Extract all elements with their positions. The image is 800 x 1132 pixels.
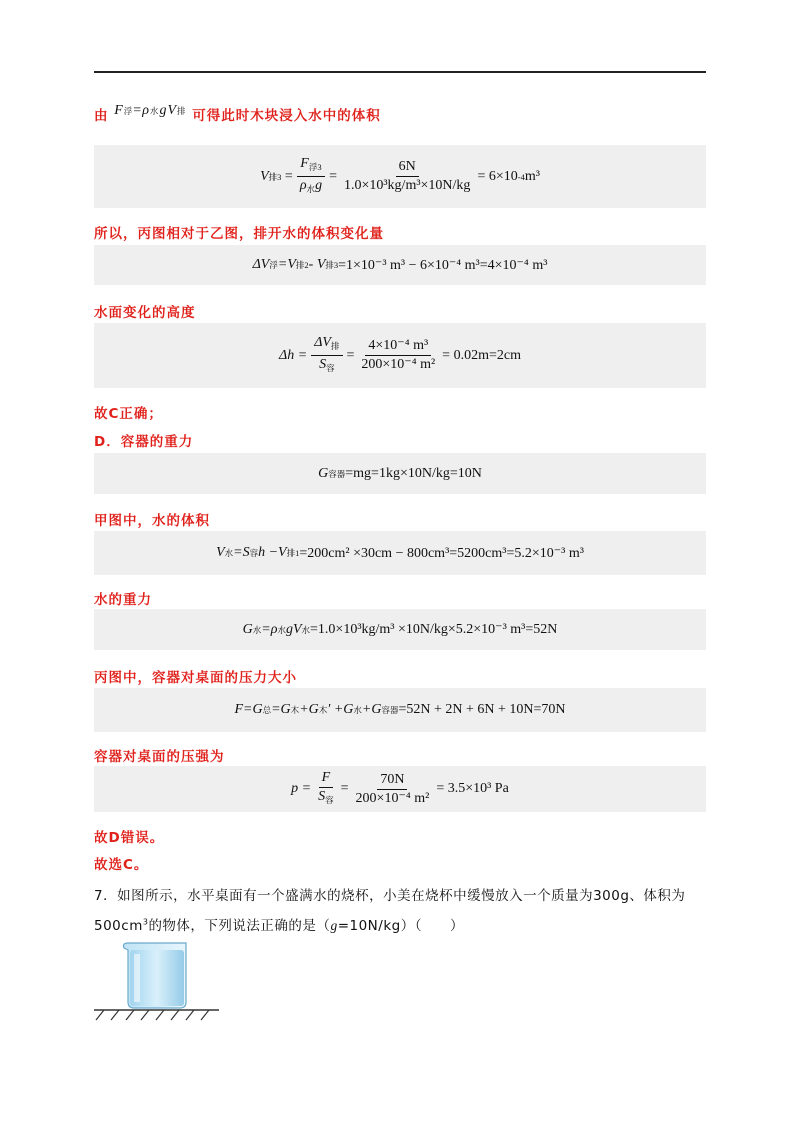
formula-box-container-weight xyxy=(94,453,706,494)
formula-container-weight: G 容器 =mg=1kg×10N/kg=10N xyxy=(318,465,482,481)
formula-total-force: F=G 总 =G 木 +G 木 ′ +G 水 +G 容器 =52N + 2N + 6N + 10N=70N xyxy=(234,702,566,717)
beaker-illustration xyxy=(94,940,224,1025)
intro-line xyxy=(94,104,381,125)
table-hatch xyxy=(96,1010,209,1020)
formula-water-volume: V 水 =S 容 h −V 排1 =200cm² ×30cm − 800cm³=5200cm³=5.2×10⁻³ m³ xyxy=(216,545,584,561)
text-bing-compare: 所以，丙图相对于乙图，排开水的体积变化量 xyxy=(94,226,384,242)
text-water-weight: 水的重力 xyxy=(94,592,152,608)
formula-water-weight: G 水 =ρ 水 gV 水 =1.0×10³kg/m³ ×10N/kg×5.2×10⁻³ m³=52N xyxy=(242,621,558,637)
formula-box-delta-volume xyxy=(94,245,706,285)
formula-volume: V 排3 = $\frac{F_{浮3}}{\rho_水g}$ = $\frac{6N}{\text{1.0×10³kg/m³×10N/kg}}$ = 6×10 -4 m³ xyxy=(260,156,540,197)
formula-pressure: p = $\frac{F}{S_容}$ = $\frac{70N}{\text{200×10⁻⁴ m²}}$ = 3.5×10³ Pa xyxy=(291,770,509,808)
formula-box-total-force xyxy=(94,688,706,732)
header-rule xyxy=(94,71,706,73)
text-d-label: D．容器的重力 xyxy=(94,434,194,450)
formula-box-water-volume xyxy=(94,531,706,575)
beaker-glass xyxy=(124,943,187,1008)
text-answer: 故选C。 xyxy=(94,857,149,873)
formula-box-pressure xyxy=(94,766,706,812)
fraction-height-numeric: $\frac{\text{4×10⁻⁴ m³}}{\text{200×10⁻⁴ m²}}$ xyxy=(361,338,436,372)
fraction-f-over-s: $\frac{F}{S_容}$ xyxy=(318,770,334,805)
text-jia-water-volume: 甲图中，水的体积 xyxy=(94,513,210,529)
buoyancy-formula-inline: F 浮 = ρ 水 gV 排 xyxy=(114,103,187,118)
fraction-buoyancy-over-density: $\frac{F_{浮3}}{\rho_水g}$ xyxy=(297,156,325,197)
text-bing-pressure-force: 丙图中，容器对桌面的压力大小 xyxy=(94,670,297,686)
formula-box-water-weight xyxy=(94,609,706,650)
formula-box-height xyxy=(94,323,706,388)
formula-delta-volume: ΔV 浮 =V 排2 - V 排3 =1×10⁻³ m³ − 6×10⁻⁴ m³=4×10⁻⁴ m³ xyxy=(252,257,548,273)
question-7-line1: 7．如图所示，水平桌面有一个盛满水的烧杯，小美在烧杯中缓慢放入一个质量为300g、体积为 xyxy=(94,888,686,904)
formula-height: Δh = $\frac{\Delta V_排}{S_容}$ = $\frac{\text{4×10⁻⁴ m³}}{\text{200×10⁻⁴ m²}}$ = 0.02m=2cm xyxy=(279,335,521,376)
question-7-line2: $500cm^3$的物体，下列说法正确的是（g=10N/kg）（ ） xyxy=(94,917,464,934)
fraction-dv-over-s: $\frac{\Delta V_排}{S_容}$ xyxy=(311,335,342,376)
text-height-change: 水面变化的高度 xyxy=(94,305,196,321)
intro-suffix: 可得此时木块浸入水中的体积 xyxy=(192,108,381,124)
intro-prefix: 由 xyxy=(94,108,109,124)
text-c-correct: 故C正确； xyxy=(94,406,163,422)
fraction-numeric: $\frac{6N}{\text{1.0×10³kg/m³×10N/kg}}$ xyxy=(343,159,471,193)
text-pressure-label: 容器对桌面的压强为 xyxy=(94,749,225,765)
fraction-pressure-numeric: $\frac{70N}{\text{200×10⁻⁴ m²}}$ xyxy=(355,771,430,806)
formula-box-volume xyxy=(94,145,706,208)
text-d-wrong: 故D错误。 xyxy=(94,830,165,846)
